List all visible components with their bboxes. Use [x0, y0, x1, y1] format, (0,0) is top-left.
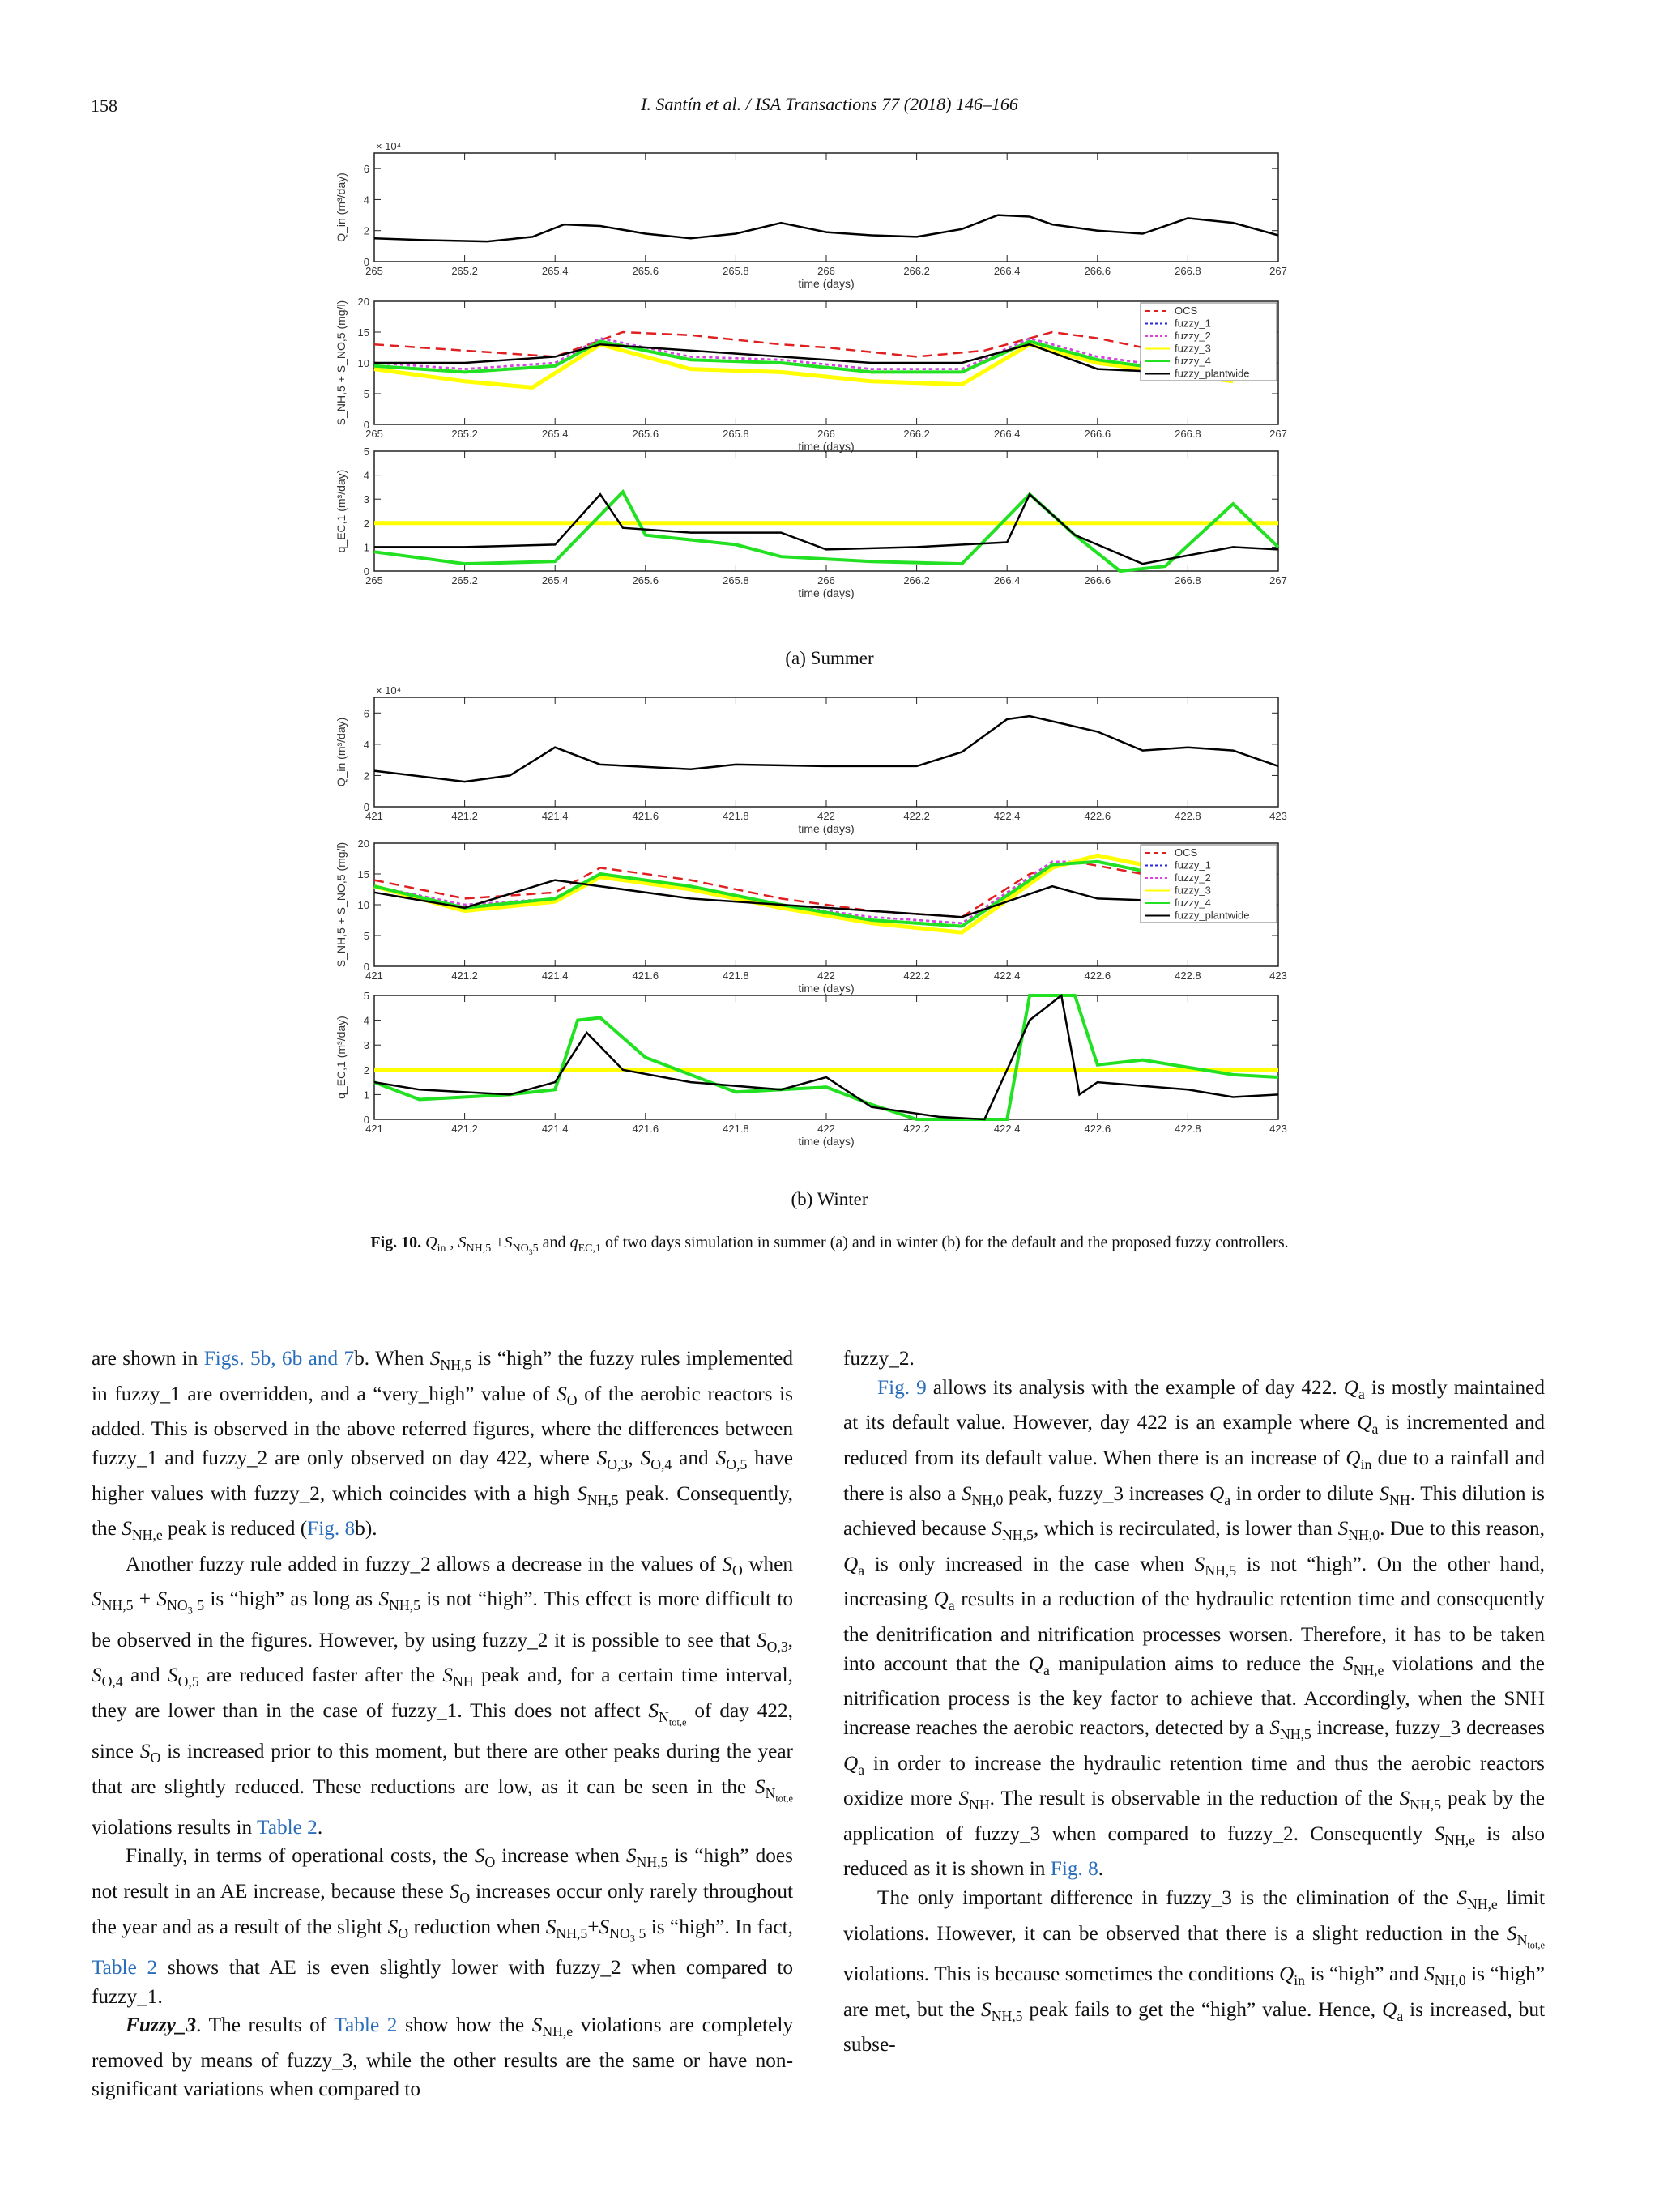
axis-exponent: × 10⁴	[376, 140, 402, 152]
x-tick-label: 422	[817, 970, 835, 982]
running-head: I. Santín et al. / ISA Transactions 77 (2018) 146–166	[641, 94, 1018, 114]
section-heading: Fuzzy_3	[126, 2014, 197, 2037]
x-axis-label: time (days)	[798, 277, 855, 290]
right-column	[843, 1345, 1545, 2060]
x-tick-label: 422.8	[1175, 810, 1201, 822]
plot-frame	[374, 451, 1278, 571]
x-tick-label: 265.4	[541, 428, 569, 440]
x-tick-label: 266	[817, 265, 835, 277]
series-line-fuzzy_4	[374, 492, 1278, 571]
left-column	[92, 1345, 793, 2104]
x-tick-label: 265.8	[723, 428, 749, 440]
x-tick-label: 267	[1269, 428, 1287, 440]
x-tick-label: 422.2	[903, 810, 930, 822]
y-tick-label: 15	[357, 326, 369, 339]
x-tick-label: 421.6	[632, 1123, 659, 1135]
y-tick-label: 5	[363, 990, 369, 1002]
x-tick-label: 421.2	[451, 1123, 478, 1135]
y-tick-label: 6	[363, 163, 369, 176]
y-tick-label: 15	[357, 868, 369, 880]
y-tick-label: 2	[363, 517, 369, 530]
x-tick-label: 422.8	[1175, 970, 1201, 982]
x-tick-label: 265.6	[632, 265, 659, 277]
paragraph: are shown in Figs. 5b, 6b and 7b. When $S_{NH,5}$ is “high” the fuzzy rules implemented in fuzzy_1 are overridden, and a “very_high” value of $S_O$ of the aerobic reactors is added. This is observed in the above referred figures, where the differences between fuzzy_1 and fuzzy_2 are only observed on day 422, where $S_{O,3}$, $S_{O,4}$ and $S_{O,5}$ have higher values with fuzzy_2, which coincides with a high $S_{NH,5}$ peak. Consequently, the $S_{NH,e}$ peak is reduced (Fig. 8b).	[92, 1347, 794, 1544]
legend-label: fuzzy_1	[1175, 859, 1211, 872]
x-tick-label: 421.6	[632, 810, 659, 822]
y-tick-label: 4	[363, 194, 369, 207]
y-tick-label: 0	[363, 256, 369, 268]
y-tick-label: 6	[363, 707, 369, 720]
x-tick-label: 421	[365, 970, 383, 982]
x-tick-label: 266	[817, 574, 835, 586]
x-tick-label: 265.8	[723, 574, 749, 586]
table-link[interactable]: Table 2	[334, 2014, 398, 2037]
x-tick-label: 423	[1269, 810, 1287, 822]
x-tick-label: 266.8	[1175, 428, 1201, 440]
x-tick-label: 421.8	[723, 1123, 749, 1135]
x-tick-label: 421.6	[632, 970, 659, 982]
fig-link[interactable]: Fig. 8	[307, 1517, 356, 1541]
y-tick-label: 3	[363, 1039, 369, 1052]
x-tick-label: 422	[817, 810, 835, 822]
x-tick-label: 265.6	[632, 428, 659, 440]
paragraph: Another fuzzy rule added in fuzzy_2 allows a decrease in the values of $S_O$ when $S_{NH,5} + S_{NO_3 5}$ is “high” as long as $S_{NH,5}$ is not “high”. This effect is more difficult to be observed in the figures. However, by using fuzzy_2 it is possible to see that $S_{O,3}$, $S_{O,4}$ and $S_{O,5}$ are reduced faster after the $S_{NH}$ peak and, for a certain time interval, they are lower than in the case of fuzzy_1. This does not affect $S_{N_{tot,e}}$ of day 422, since $S_O$ is increased prior to this moment, but there are other peaks during the year that are slightly reduced. These reductions are low, as it can be seen in the $S_{N_{tot,e}}$ violations results in Table 2.	[92, 1552, 794, 1839]
x-tick-label: 266	[817, 428, 835, 440]
x-tick-label: 265	[365, 428, 383, 440]
x-tick-label: 421.4	[541, 810, 569, 822]
y-tick-label: 5	[363, 445, 369, 458]
x-tick-label: 265.4	[541, 265, 569, 277]
x-tick-label: 265.4	[541, 574, 569, 586]
plot-frame	[374, 995, 1278, 1119]
x-tick-label: 266.8	[1175, 574, 1201, 586]
y-tick-label: 20	[357, 296, 369, 308]
x-tick-label: 422.6	[1084, 970, 1111, 982]
x-tick-label: 265.2	[451, 574, 478, 586]
y-tick-label: 2	[363, 769, 369, 782]
paragraph: The only important difference in fuzzy_3 is the elimination of the $S_{NH,e}$ limit violations. However, it can be observed that there is a slight reduction in the $S_{N_{tot,e}}$ violations. This is because sometimes the conditions $Q_{in}$ is “high” and $S_{NH,0}$ is “high” are met, but the $S_{NH,5}$ peak fails to get the “high” value. Hence, $Q_a$ is increased, but subse-	[843, 1886, 1546, 2056]
x-tick-label: 266.2	[903, 574, 930, 586]
y-tick-label: 20	[357, 837, 369, 850]
x-tick-label: 267	[1269, 574, 1287, 586]
plot-frame	[374, 697, 1278, 807]
series-line-fuzzy_4	[374, 995, 1278, 1119]
y-axis-label: q_EC,1 (m³/day)	[335, 1016, 348, 1099]
paragraph: Finally, in terms of operational costs, the $S_O$ increase when $S_{NH,5}$ is “high” does not result in an AE increase, because these $S_O$ increases occur only rarely throughout the year and as a result of the slight $S_O$ reduction when $S_{NH,5}+S_{NO_3 5}$ is “high”. In fact, Table 2 shows that AE is even slightly lower with fuzzy_2 when compared to fuzzy_1.	[92, 1844, 794, 2008]
legend-label: fuzzy_plantwide	[1175, 909, 1250, 922]
paragraph: fuzzy_2.	[843, 1347, 915, 1370]
x-tick-label: 422.4	[993, 970, 1021, 982]
legend-label: fuzzy_3	[1175, 342, 1211, 355]
x-tick-label: 422.2	[903, 1123, 930, 1135]
x-axis-label: time (days)	[798, 822, 855, 835]
y-tick-label: 0	[363, 419, 369, 431]
x-tick-label: 422.4	[993, 1123, 1021, 1135]
fig-link[interactable]: Figs. 5b, 6b and 7	[203, 1347, 355, 1370]
x-tick-label: 421.2	[451, 970, 478, 982]
x-tick-label: 422.8	[1175, 1123, 1201, 1135]
y-tick-label: 0	[363, 801, 369, 813]
x-tick-label: 265.2	[451, 265, 478, 277]
paragraph: Fuzzy_3. The results of Table 2 show how the $S_{NH,e}$ violations are completely removed by means of fuzzy_3, while the other results are the same or have non-significant variations when compared to	[92, 2014, 793, 2101]
y-tick-label: 0	[363, 961, 369, 973]
x-tick-label: 266.8	[1175, 265, 1201, 277]
y-tick-label: 1	[363, 541, 369, 554]
x-tick-label: 266.4	[993, 574, 1021, 586]
x-tick-label: 266.4	[993, 428, 1021, 440]
x-tick-label: 267	[1269, 265, 1287, 277]
legend-label: fuzzy_1	[1175, 317, 1211, 330]
figure-number: Fig. 10.	[370, 1234, 422, 1251]
series-line-fuzzy_plantwide	[374, 494, 1278, 564]
x-tick-label: 421.8	[723, 970, 749, 982]
x-axis-label: time (days)	[798, 982, 855, 995]
legend-label: OCS	[1175, 305, 1198, 317]
x-tick-label: 266.2	[903, 265, 930, 277]
x-tick-label: 422	[817, 1123, 835, 1135]
y-axis-label: Q_in (m³/day)	[335, 173, 348, 242]
subcaption-winter: (b) Winter	[791, 1189, 868, 1209]
x-tick-label: 422.2	[903, 970, 930, 982]
series-line-fuzzy_plantwide	[374, 995, 1278, 1119]
x-tick-label: 421.8	[723, 810, 749, 822]
x-axis-label: time (days)	[798, 440, 855, 453]
page-number: 158	[91, 96, 117, 116]
y-tick-label: 2	[363, 1063, 369, 1076]
plot-frame	[374, 153, 1278, 262]
legend-label: fuzzy_3	[1175, 884, 1211, 897]
series-line-Q_in	[374, 215, 1278, 242]
y-tick-label: 4	[363, 1014, 369, 1027]
figure-caption-text: of two days simulation in summer (a) and in winter (b) for the default and the proposed fuzzy controllers.	[604, 1234, 1289, 1251]
y-tick-label: 0	[363, 565, 369, 578]
table-link[interactable]: Table 2	[92, 1955, 158, 1979]
x-tick-label: 422.6	[1084, 810, 1111, 822]
x-tick-label: 421.2	[451, 810, 478, 822]
y-tick-label: 0	[363, 1114, 369, 1126]
legend-label: fuzzy_2	[1175, 330, 1211, 342]
x-axis-label: time (days)	[798, 586, 855, 599]
legend-label: OCS	[1175, 846, 1198, 859]
subcaption-summer: (a) Summer	[785, 648, 874, 668]
legend-label: fuzzy_4	[1175, 897, 1211, 909]
x-tick-label: 421	[365, 810, 383, 822]
x-tick-label: 421.4	[541, 1123, 569, 1135]
y-tick-label: 5	[363, 930, 369, 942]
x-tick-label: 422.6	[1084, 1123, 1111, 1135]
y-tick-label: 4	[363, 738, 369, 751]
x-tick-label: 265	[365, 265, 383, 277]
x-tick-label: 265.2	[451, 428, 478, 440]
x-tick-label: 266.2	[903, 428, 930, 440]
paragraph: Fig. 9 allows its analysis with the example of day 422. $Q_a$ is mostly maintained at its default value. However, day 422 is an example where $Q_a$ is incremented and reduced from its default value. When there is an increase of $Q_{in}$ due to a rainfall and there is also a $S_{NH,0}$ peak, fuzzy_3 increases $Q_a$ in order to dilute $S_{NH}$. This dilution is achieved because $S_{NH,5}$, which is recirculated, is lower than $S_{NH,0}$. Due to this reason, $Q_a$ is only increased in the case when $S_{NH,5}$ is not “high”. On the other hand, increasing $Q_a$ results in a reduction of the hydraulic retention time and consequently the denitrification and nitrification processes worsen. Therefore, it has to be taken into account that the $Q_a$ manipulation aims to reduce the $S_{NH,e}$ violations and the nitrification process is the key factor to achieve that. Accordingly, when the SNH increase reaches the aerobic reactors, detected by a $S_{NH,5}$ increase, fuzzy_3 decreases $Q_a$ in order to increase the hydraulic retention time and thus the aerobic reactors oxidize more $S_{NH}$. The result is observable in the reduction of the $S_{NH,5}$ peak by the application of fuzzy_3 when compared to fuzzy_2. Consequently $S_{NH,e}$ is also reduced as it is shown in Fig. 8.	[843, 1375, 1545, 1881]
x-tick-label: 423	[1269, 1123, 1287, 1135]
y-axis-label: Q_in (m³/day)	[335, 717, 348, 787]
series-line-Q_in	[374, 716, 1278, 782]
series-line-fuzzy_4	[374, 862, 1233, 927]
y-tick-label: 2	[363, 224, 369, 237]
y-axis-label: S_NH,5 + S_NO,5 (mg/l)	[335, 842, 348, 968]
y-tick-label: 3	[363, 493, 369, 506]
x-tick-label: 266.6	[1084, 428, 1111, 440]
series-line-fuzzy_2	[374, 862, 1233, 923]
x-tick-label: 265	[365, 574, 383, 586]
series-line-fuzzy_1	[374, 862, 1233, 923]
x-tick-label: 266.6	[1084, 265, 1111, 277]
legend-label: fuzzy_2	[1175, 872, 1211, 884]
y-tick-label: 10	[357, 899, 369, 911]
x-tick-label: 423	[1269, 970, 1287, 982]
x-axis-label: time (days)	[798, 1135, 855, 1148]
x-tick-label: 421.4	[541, 970, 569, 982]
table-link[interactable]: Table 2	[257, 1815, 318, 1839]
fig-link[interactable]: Fig. 8	[1050, 1857, 1098, 1881]
y-axis-label: S_NH,5 + S_NO,5 (mg/l)	[335, 300, 348, 426]
legend-label: fuzzy_4	[1175, 355, 1211, 367]
x-tick-label: 422.4	[993, 810, 1021, 822]
figure-caption: Fig. 10. $Q_{in}$ , $S_{NH,5} +S_{NO_35}$ and $q_{EC,1}$ of two days simulation in summer (a) and in winter (b) for the default and the proposed fuzzy controllers.	[370, 1234, 1289, 1257]
y-tick-label: 5	[363, 388, 369, 400]
y-tick-label: 4	[363, 469, 369, 482]
y-tick-label: 1	[363, 1089, 369, 1102]
axis-exponent: × 10⁴	[376, 684, 402, 697]
x-tick-label: 421	[365, 1123, 383, 1135]
x-tick-label: 265.8	[723, 265, 749, 277]
fig-link[interactable]: Fig. 9	[877, 1375, 927, 1399]
x-tick-label: 266.4	[993, 265, 1021, 277]
y-tick-label: 10	[357, 357, 369, 369]
legend-label: fuzzy_plantwide	[1175, 367, 1250, 380]
x-tick-label: 266.6	[1084, 574, 1111, 586]
x-tick-label: 265.6	[632, 574, 659, 586]
y-axis-label: q_EC,1 (m³/day)	[335, 469, 348, 553]
